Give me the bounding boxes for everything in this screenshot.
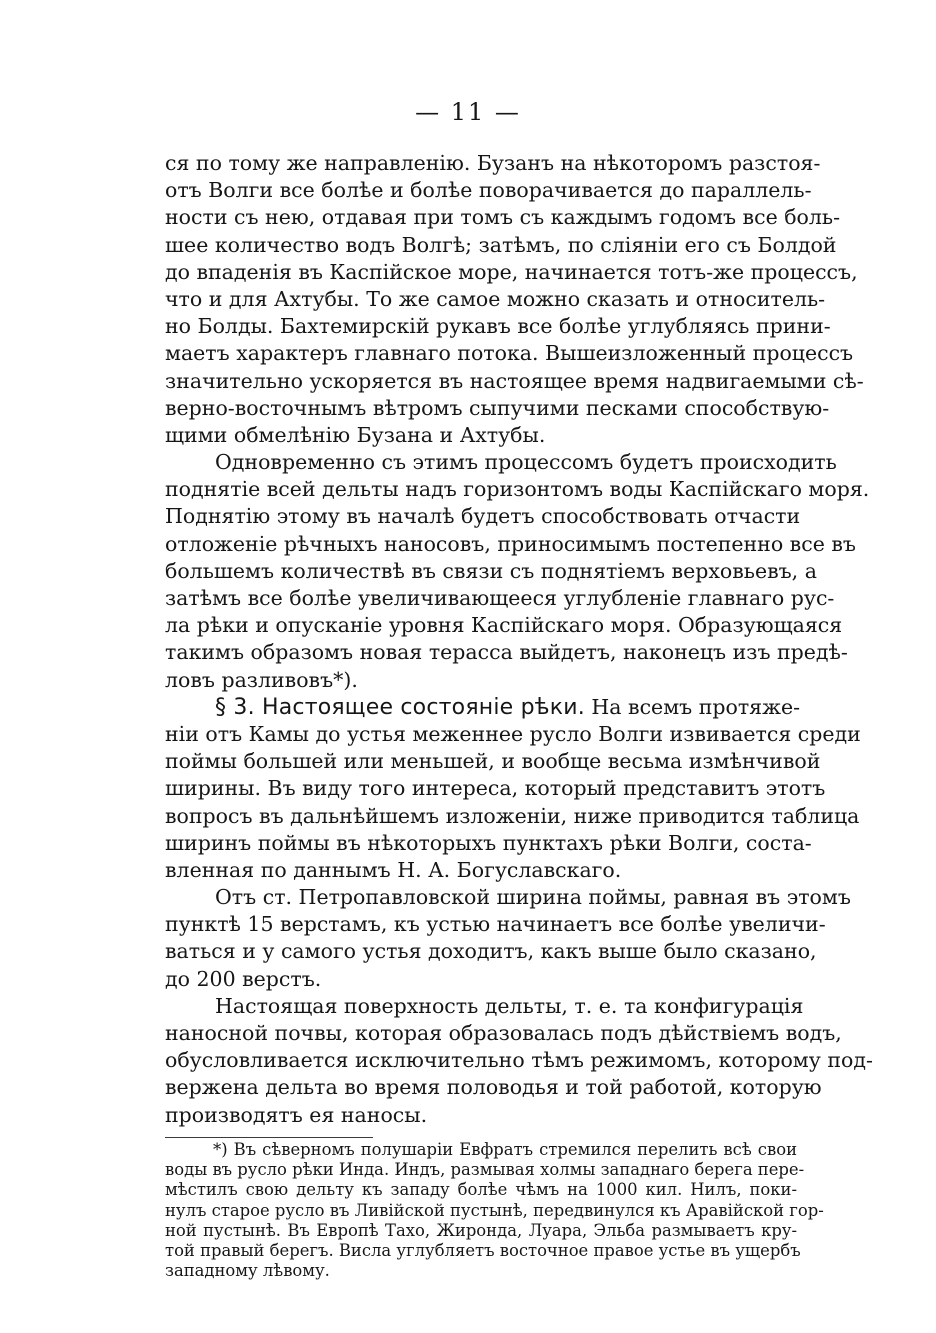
text-line: ніи отъ Камы до устья меженнее русло Волги извивается среди (165, 721, 861, 746)
text-line: ловъ разливовъ*). (165, 667, 358, 692)
footnote-line: воды въ русло рѣки Инда. Индъ, размывая холмы западнаго берега пере- (165, 1160, 805, 1180)
text-line: но Болды. Бахтемирскій рукавъ все болѣе углубляясь прини- (165, 314, 831, 339)
paragraph-4 (165, 884, 851, 993)
footnote-line: *) Въ сѣверномъ полушаріи Евфратъ стремился перелить всѣ свои (213, 1140, 797, 1159)
main-text (165, 150, 873, 1129)
text-line: поднятіе всей дельты надъ горизонтомъ воды Каспійскаго моря. (165, 477, 870, 502)
text-line: вержена дельта во время половодья и той работой, которую (165, 1075, 822, 1100)
text-line: Настоящая поверхность дельты, т. е. та конфигурація (215, 993, 804, 1018)
footnote (165, 1140, 824, 1281)
paragraph-3 (165, 694, 861, 884)
footnote-line: нулъ старое русло въ Ливійской пустынѣ, передвинулся къ Аравійской гор- (165, 1200, 824, 1220)
heading-line-rest: На всемъ протяже- (584, 694, 801, 719)
text-line: до впаденія въ Каспійское море, начинается тотъ-же процессъ, (165, 259, 858, 284)
text-line: шее количество водъ Волгѣ; затѣмъ, по сліяніи его съ Болдой (165, 232, 837, 257)
text-line: затѣмъ все болѣе увеличивающееся углубленіе главнаго рус- (165, 586, 835, 610)
page-number: — 11 — (415, 98, 521, 126)
footnote-line: западному лѣвому. (165, 1261, 330, 1281)
text-line: Одновременно съ этимъ процессомъ будетъ происходить (215, 450, 837, 475)
text-line: верно-восточнымъ вѣтромъ сыпучими песками способствую- (165, 395, 830, 420)
text-line: до 200 верстъ. (165, 966, 322, 991)
text-line: что и для Ахтубы. То же самое можно сказать и относитель- (165, 286, 826, 311)
text-line: щими обмелѣнію Бузана и Ахтубы. (165, 422, 546, 447)
text-line: маетъ характеръ главнаго потока. Вышеизложенный процессъ (165, 341, 854, 366)
text-line (165, 694, 801, 721)
text-line: такимъ образомъ новая терасса выйдетъ, наконецъ изъ предѣ- (165, 640, 848, 665)
text-line: производятъ ея наносы. (165, 1102, 428, 1127)
footnote-divider (165, 1137, 373, 1138)
text-line: поймы большей или меньшей, и вообще весьма измѣнчивой (165, 749, 821, 774)
paragraph-2 (165, 449, 870, 694)
text-line: ла рѣки и опусканіе уровня Каспійскаго моря. Образующаяся (165, 613, 843, 638)
footnote-line: той правый берегъ. Висла углубляетъ восточное правое устье въ ущербъ (165, 1240, 801, 1260)
text-line: ности съ нею, отдавая при томъ съ каждымъ годомъ все боль- (165, 205, 841, 230)
text-line: отложеніе рѣчныхъ наносовъ, приносимымъ постепенно все въ (165, 531, 856, 556)
text-line: большемъ количествѣ въ связи съ поднятіемъ верховьевъ, а (165, 558, 817, 583)
footnote-line: мѣстилъ свою дельту къ западу болѣе чѣмъ на 1000 кил. Нилъ, поки- (165, 1180, 797, 1200)
text-line: вопросъ въ дальнѣйшемъ изложеніи, ниже приводится таблица (165, 803, 860, 828)
paragraph-1 (165, 150, 864, 449)
text-line: пунктѣ 15 верстамъ, къ устью начинаетъ все болѣе увеличи- (165, 912, 826, 937)
text-line: значительно ускоряется въ настоящее время надвигаемыми сѣ- (165, 368, 864, 393)
text-line: наносной почвы, которая образовалась подъ дѣйствіемъ водъ, (165, 1021, 842, 1045)
text-line: ширины. Въ виду того интереса, который представитъ этотъ (165, 776, 826, 801)
text-line: ширинъ поймы въ нѣкоторыхъ пунктахъ рѣки Волги, соста- (165, 830, 812, 855)
text-line: ваться и у самого устья доходитъ, какъ выше было сказано, (165, 939, 817, 964)
paragraph-5 (165, 993, 873, 1129)
text-line: обусловливается исключительно тѣмъ режимомъ, которому под- (165, 1048, 873, 1073)
text-line: вленная по даннымъ Н. А. Богуславскаго. (165, 857, 622, 882)
text-line: ся по тому же направленію. Бузанъ на нѣкоторомъ разстоя- (165, 151, 821, 175)
text-line: Поднятію этому въ началѣ будетъ способствовать отчасти (165, 504, 801, 529)
footnote-line: ной пустынѣ. Въ Европѣ Тахо, Жиронда, Луара, Эльба размываетъ кру- (165, 1220, 797, 1240)
text-line: Отъ ст. Петропавловской ширина поймы, равная въ этомъ (215, 885, 851, 910)
section-heading: § 3. Настоящее состояніе рѣки. (215, 694, 585, 720)
text-line: отъ Волги все болѣе и болѣе поворачивается до параллель- (165, 178, 812, 203)
